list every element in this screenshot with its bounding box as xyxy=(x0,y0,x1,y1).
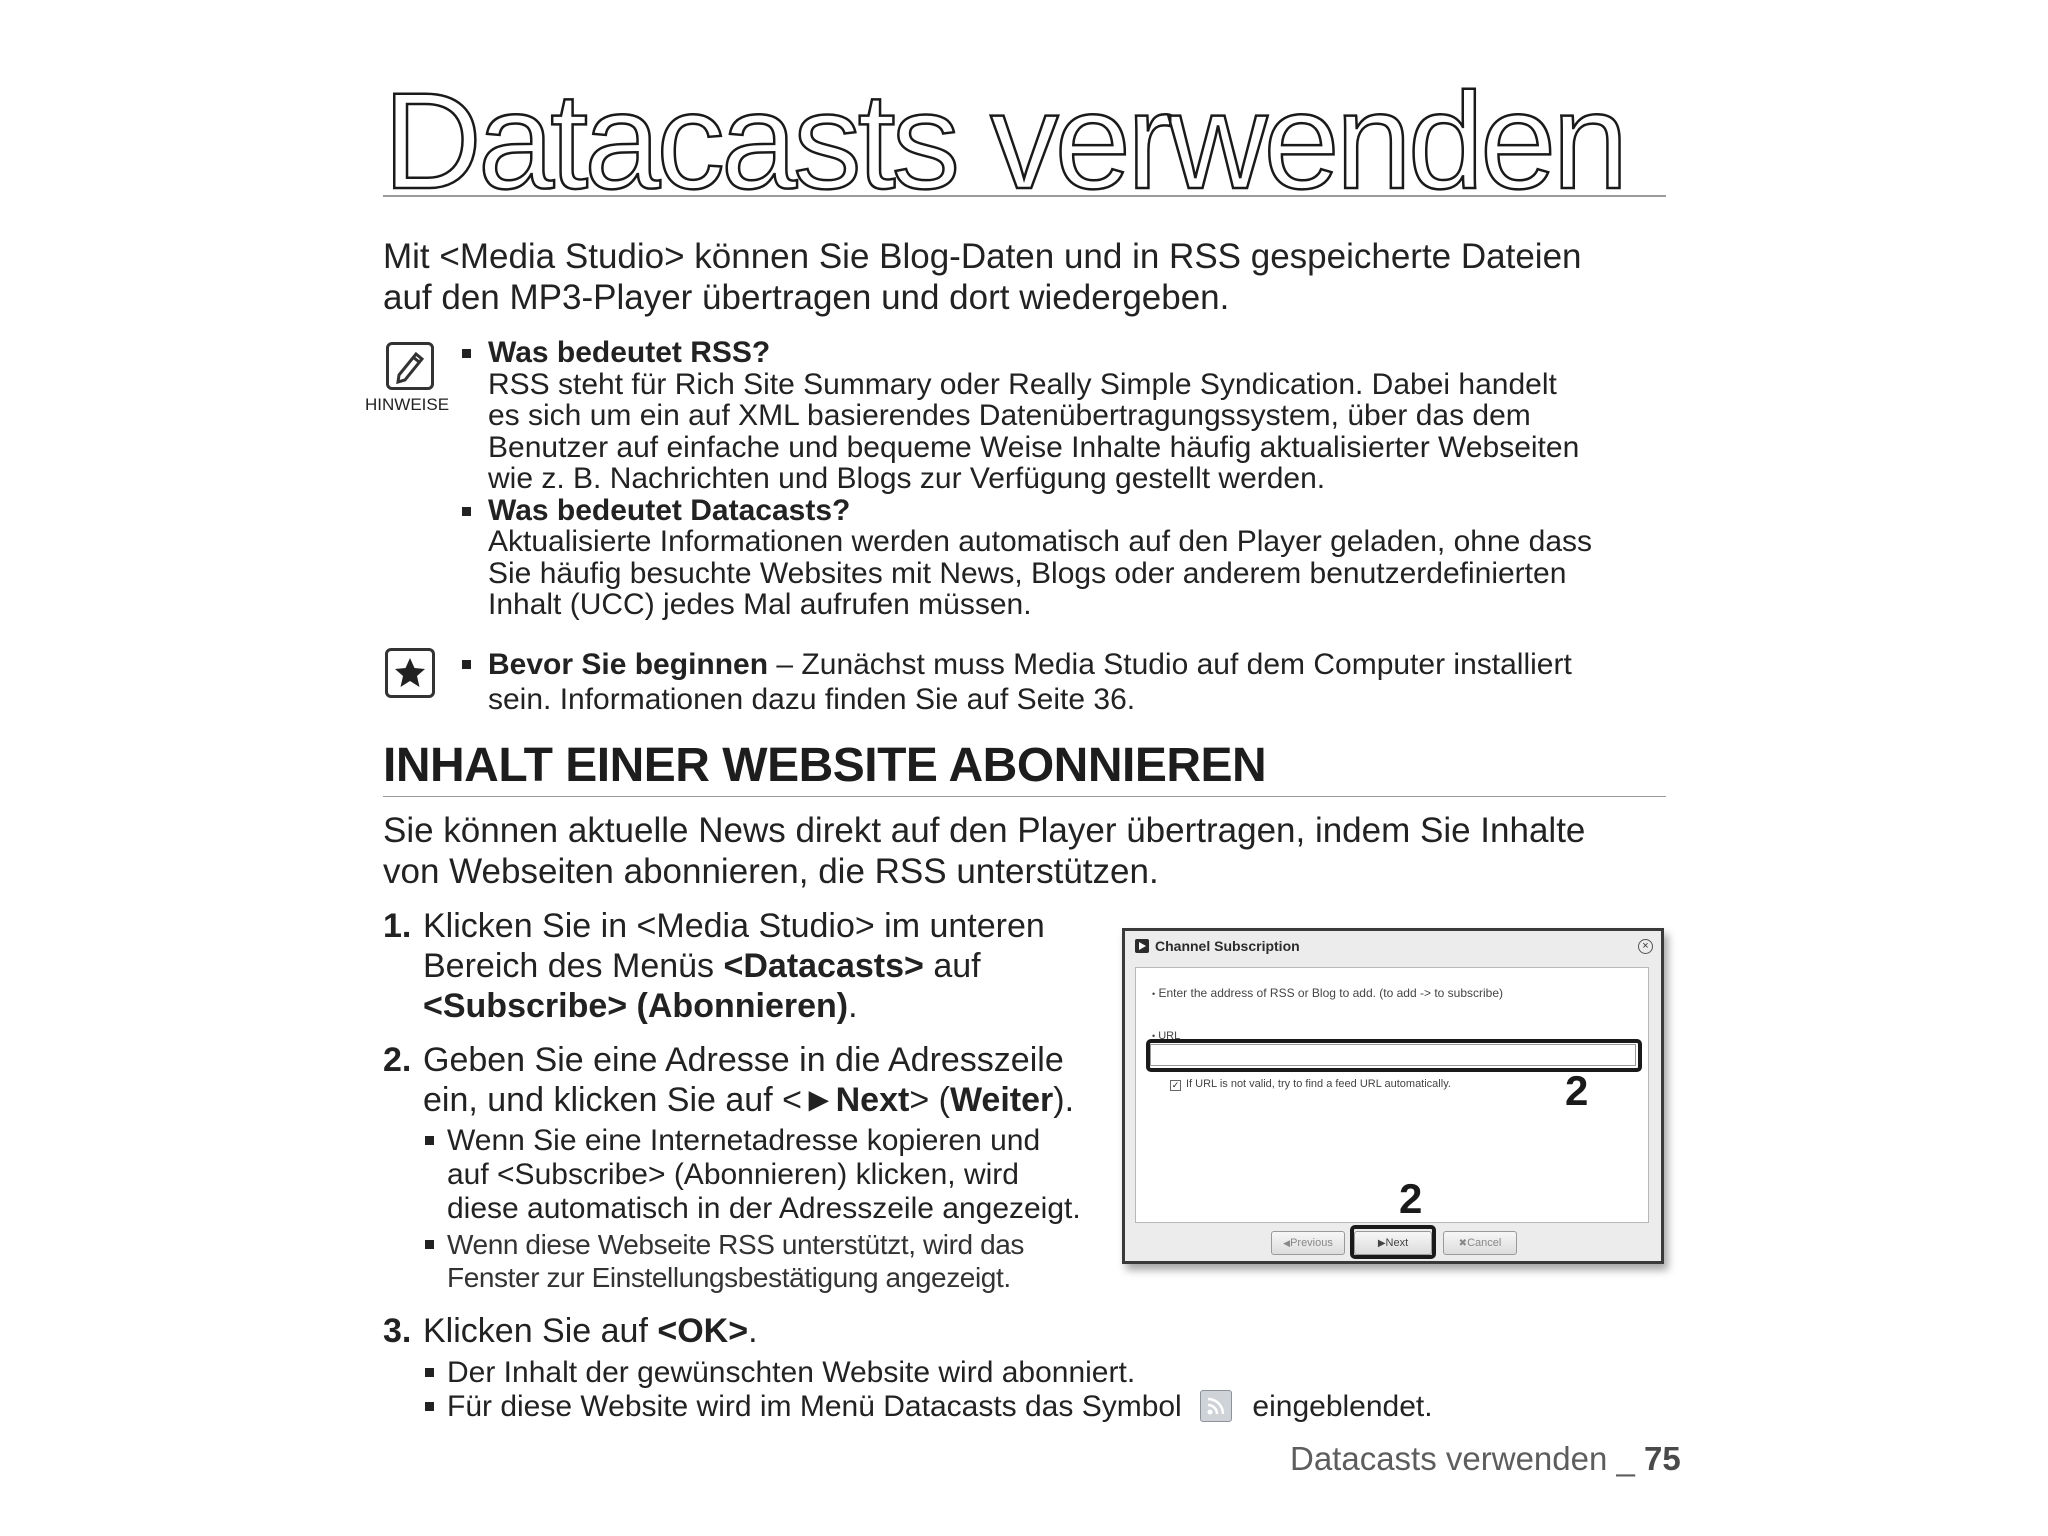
auto-find-checkbox[interactable]: ✓ xyxy=(1171,1080,1180,1090)
step-text: > ( xyxy=(909,1081,950,1119)
next-highlight-box xyxy=(1350,1225,1436,1259)
note-line: Aktualisierte Informationen werden automatisch auf den Player geladen, ohne dass xyxy=(488,525,1593,558)
step-3-subs xyxy=(423,1356,1523,1424)
step-2-sub-1 xyxy=(423,1124,1123,1226)
url-label: • URL xyxy=(1152,1030,1181,1042)
instruction-text: Enter the address of RSS or Blog to add. (to add -> to subscribe) xyxy=(1158,986,1504,1000)
auto-find-label: If URL is not valid, try to find a feed URL automatically. xyxy=(1186,1078,1451,1090)
dialog-instruction: • Enter the address of RSS or Blog to add. (to add -> to subscribe) xyxy=(1152,986,1504,1000)
step-line: Geben Sie eine Adresse in die Adresszeile xyxy=(423,1041,1064,1079)
sub-item xyxy=(447,1356,1523,1390)
note-line: Benutzer auf einfache und bequeme Weise Inhalte häufig aktualisierter Webseiten xyxy=(488,430,1580,464)
step-text: Bereich des Menüs xyxy=(423,947,724,985)
notes-list xyxy=(461,337,1671,621)
channel-subscription-dialog xyxy=(1122,928,1664,1264)
step-1 xyxy=(383,906,1103,1026)
note-line: wie z. B. Nachrichten und Blogs zur Verfügung gestellt werden. xyxy=(488,462,1326,495)
page-footer xyxy=(1290,1440,1681,1478)
step-2-sub-2 xyxy=(423,1228,1123,1294)
page-number: 75 xyxy=(1644,1440,1681,1477)
next-button[interactable]: ▶Next xyxy=(1354,1231,1432,1255)
note-heading: Was bedeutet RSS? xyxy=(488,336,771,369)
url-label-text: URL xyxy=(1158,1030,1181,1042)
note-item-datacasts xyxy=(461,495,1671,621)
sub-line: diese automatisch in der Adresszeile angezeigt. xyxy=(447,1192,1081,1225)
step-number: 1. xyxy=(383,907,412,945)
step-line xyxy=(423,986,1103,1026)
step-line: Klicken Sie in <Media Studio> im unteren xyxy=(423,907,1045,945)
sub-line: Für diese Website wird im Menü Datacasts das Symbol xyxy=(447,1390,1182,1423)
note-item-rss xyxy=(461,337,1671,495)
intro-text xyxy=(383,236,1582,318)
footer-text: Datacasts verwenden _ xyxy=(1290,1440,1645,1477)
note-pencil-icon xyxy=(386,342,434,390)
step-text: Klicken Sie auf xyxy=(423,1312,658,1350)
bullet xyxy=(425,1368,434,1377)
menu-datacasts: <Datacasts> xyxy=(723,947,924,985)
note-line: Inhalt (UCC) jedes Mal aufrufen müssen. xyxy=(488,588,1032,621)
menu-subscribe: <Subscribe> (Abonnieren) xyxy=(423,987,849,1025)
before-start-text: – Zunächst muss Media Studio auf dem Computer installiert xyxy=(768,648,1572,681)
sub-line: Fenster zur Einstellungsbestätigung angezeigt. xyxy=(447,1262,1011,1293)
section-intro-line-2: von Webseiten abonnieren, die RSS unterstützen. xyxy=(383,852,1159,891)
bullet xyxy=(462,349,471,358)
note-line: Sie häufig besuchte Websites mit News, Blogs oder anderem benutzerdefinierten xyxy=(488,556,1567,590)
before-start-heading: Bevor Sie beginnen xyxy=(488,648,769,681)
step-line xyxy=(423,946,1103,986)
dialog-title: Channel Subscription xyxy=(1155,938,1300,954)
weiter-label: Weiter xyxy=(949,1081,1054,1119)
notes-icon-label: HINWEISE xyxy=(365,395,450,414)
note-line: RSS steht für Rich Site Summary oder Really Simple Syndication. Dabei handelt xyxy=(488,367,1557,401)
title-underline xyxy=(383,195,1666,197)
sub-line: Der Inhalt der gewünschten Website wird abonniert. xyxy=(447,1356,1136,1389)
next-label: Next xyxy=(1385,1237,1409,1249)
bullet xyxy=(425,1240,434,1249)
intro-line-2: auf den MP3-Player übertragen und dort wiedergeben. xyxy=(383,278,1230,317)
note-line: es sich um ein auf XML basierendes Datenübertragungssystem, über das dem xyxy=(488,399,1531,432)
intro-line-1: Mit <Media Studio> können Sie Blog-Daten und in RSS gespeicherte Dateien xyxy=(383,237,1582,276)
bullet xyxy=(425,1136,434,1145)
next-label: ►Next xyxy=(801,1081,910,1119)
bullet xyxy=(462,660,471,669)
bullet xyxy=(462,507,471,516)
previous-button[interactable]: ◀Previous xyxy=(1271,1231,1345,1255)
before-start-item xyxy=(461,647,1671,717)
sub-line: Wenn Sie eine Internetadresse kopieren und xyxy=(447,1124,1041,1157)
step-2 xyxy=(383,1040,1123,1120)
page-title: Datacasts verwenden xyxy=(383,65,1625,218)
step-text: auf xyxy=(923,947,981,985)
section-intro-line-1: Sie können aktuelle News direkt auf den Player übertragen, indem Sie Inhalte xyxy=(383,811,1586,850)
step-text: ). xyxy=(1053,1081,1075,1119)
cancel-button[interactable]: ✖Cancel xyxy=(1443,1231,1517,1255)
section-intro xyxy=(383,810,1585,892)
cancel-label: Cancel xyxy=(1467,1237,1502,1249)
before-start-line-1 xyxy=(488,647,1671,682)
before-start-note xyxy=(461,647,1671,717)
dialog-app-icon xyxy=(1135,939,1149,953)
close-icon[interactable]: × xyxy=(1638,939,1653,954)
step-3 xyxy=(383,1311,1283,1351)
star-icon xyxy=(385,648,435,698)
note-heading: Was bedeutet Datacasts? xyxy=(488,493,851,527)
bullet xyxy=(425,1402,434,1411)
sub-line: auf <Subscribe> (Abonnieren) klicken, wird xyxy=(447,1158,1019,1191)
section-underline xyxy=(383,796,1666,797)
step-line xyxy=(423,1311,1283,1351)
step-text: . xyxy=(848,987,858,1025)
step-number: 3. xyxy=(383,1312,412,1350)
previous-label: Previous xyxy=(1290,1237,1333,1249)
step-text: ein, und klicken Sie auf < xyxy=(423,1081,802,1119)
before-start-line-2: sein. Informationen dazu finden Sie auf Seite 36. xyxy=(488,683,1136,716)
sub-line: eingeblendet. xyxy=(1252,1390,1433,1423)
rss-feed-icon xyxy=(1200,1390,1232,1422)
step-line xyxy=(423,1080,1123,1120)
callout-number: 2 xyxy=(1399,1175,1423,1222)
ok-label: <OK> xyxy=(657,1312,749,1350)
step-text: . xyxy=(748,1312,758,1350)
step-number: 2. xyxy=(383,1041,412,1079)
section-heading: INHALT EINER WEBSITE ABONNIEREN xyxy=(383,739,1267,792)
sub-item xyxy=(447,1390,1523,1424)
callout-number: 2 xyxy=(1565,1067,1589,1114)
sub-line: Wenn diese Webseite RSS unterstützt, wird das xyxy=(447,1229,1025,1260)
